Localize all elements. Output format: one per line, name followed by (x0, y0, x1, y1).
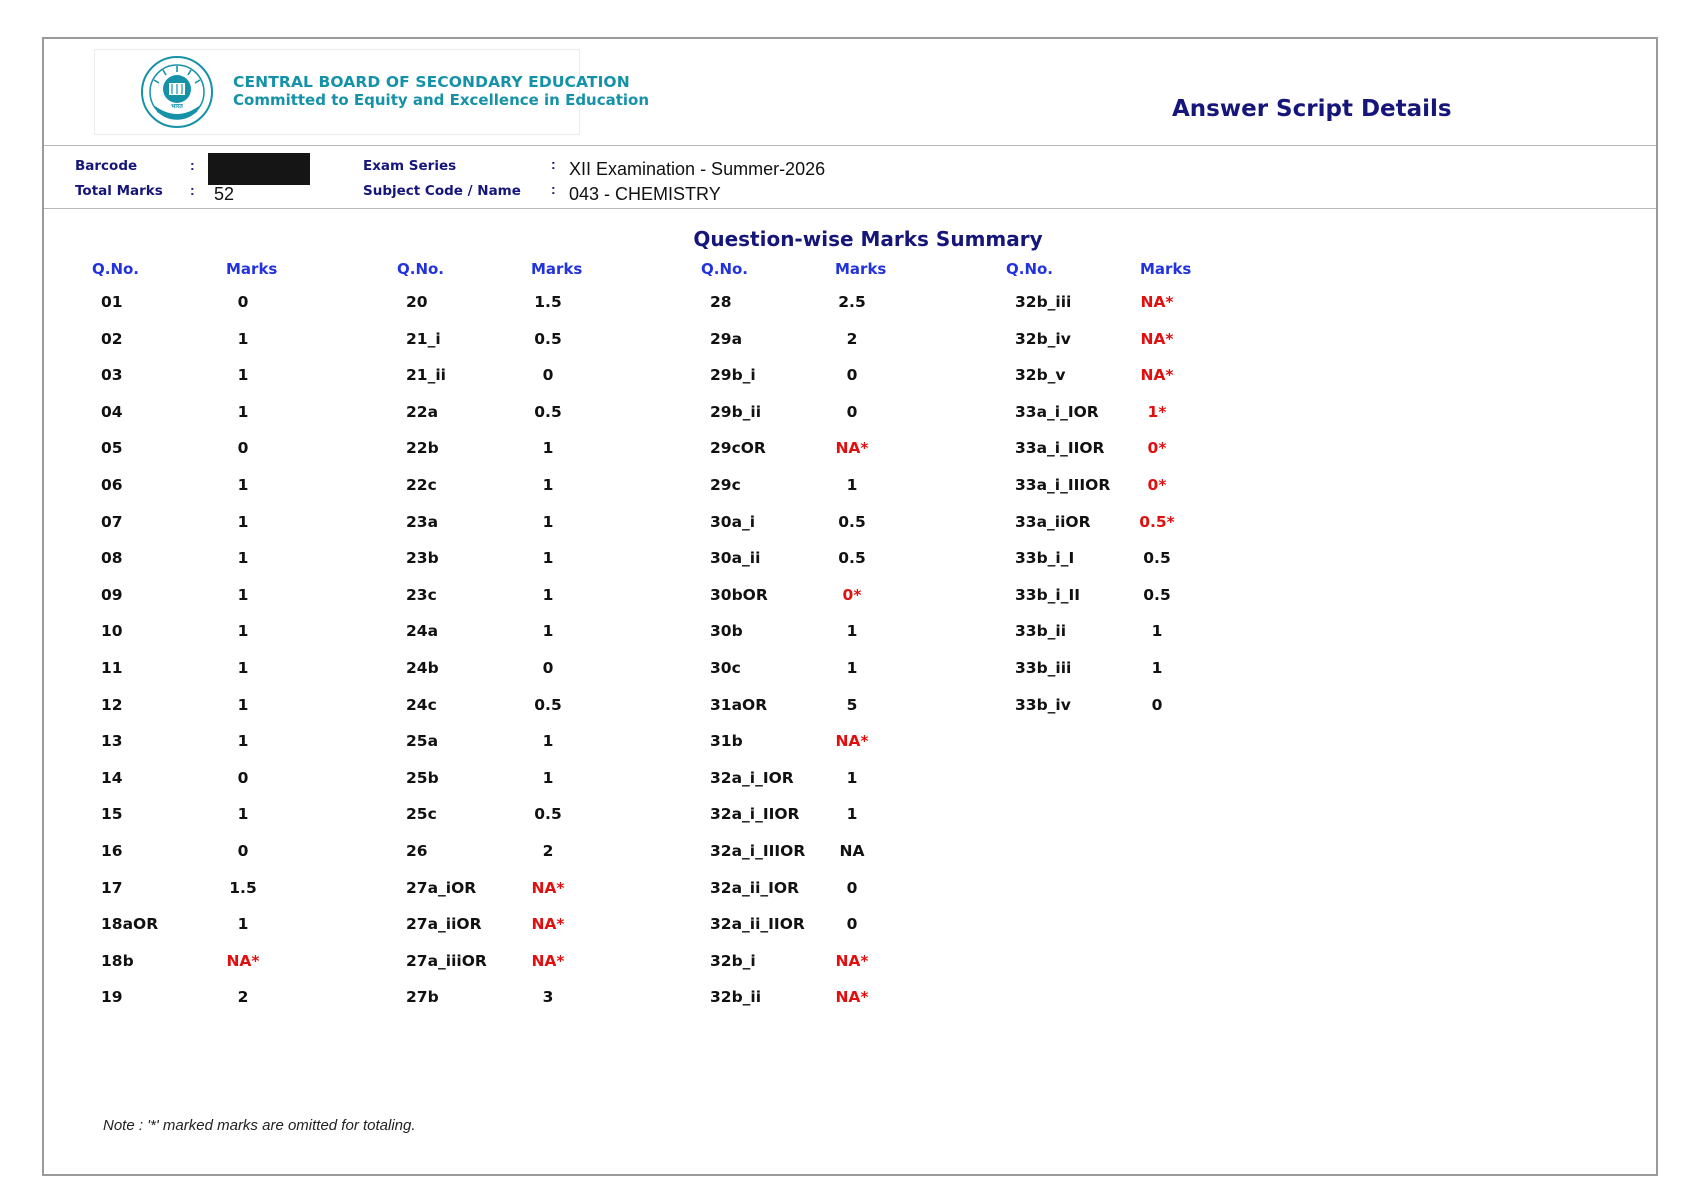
barcode-redacted (208, 153, 310, 185)
question-number: 10 (101, 622, 123, 641)
question-number: 14 (101, 768, 123, 787)
question-number: 27b (406, 988, 439, 1007)
marks-row (701, 293, 921, 315)
column-header-qno: Q.No. (1006, 260, 1054, 278)
marks-row (701, 659, 921, 681)
question-mark: 2 (846, 329, 858, 348)
question-number: 29a (710, 329, 743, 348)
column-header-qno: Q.No. (397, 260, 445, 278)
question-number: 12 (101, 695, 123, 714)
omitted-mark: NA* (1140, 329, 1174, 348)
subject-value: 043 - CHEMISTRY (569, 184, 721, 204)
question-number: 18b (101, 951, 134, 970)
omitted-mark: NA* (531, 951, 565, 970)
question-number: 32b_iii (1015, 293, 1072, 311)
marks-row (701, 476, 921, 498)
question-mark: 0.5 (838, 512, 866, 531)
question-number: 24a (406, 622, 439, 641)
question-mark: 0 (1151, 695, 1163, 714)
question-mark: 1 (237, 915, 249, 934)
question-mark: 1 (846, 476, 858, 494)
question-mark: 0 (237, 293, 249, 311)
omitted-mark: NA* (835, 951, 869, 970)
question-number: 25a (406, 732, 439, 751)
question-number: 22b (406, 439, 439, 458)
question-number: 24c (406, 695, 437, 714)
exam-series-label: Exam Series (363, 158, 457, 174)
question-number: 23b (406, 549, 439, 568)
question-mark: 0 (542, 659, 554, 677)
marks-row (397, 769, 617, 791)
marks-row (701, 988, 921, 1010)
question-number: 33a_i_IIIOR (1015, 476, 1111, 494)
question-number: 08 (101, 549, 123, 568)
omitted-mark: 0* (1147, 476, 1167, 494)
marks-row (1006, 293, 1226, 315)
marks-row (397, 513, 617, 535)
question-number: 23a (406, 512, 439, 531)
marks-row (701, 842, 921, 864)
question-number: 23c (406, 585, 437, 604)
marks-row (397, 622, 617, 644)
marks-row (701, 805, 921, 827)
question-mark: 0 (542, 366, 554, 385)
omitted-mark: NA* (835, 439, 869, 458)
question-number: 32a_i_IOR (710, 768, 794, 787)
marks-row (397, 549, 617, 571)
cbse-seal-icon (141, 56, 213, 128)
question-mark: 0.5 (1143, 585, 1171, 604)
marks-row (701, 403, 921, 425)
marks-row (701, 330, 921, 352)
omitted-mark: NA* (531, 878, 565, 897)
question-number: 26 (406, 842, 428, 860)
question-number: 30b (710, 622, 743, 641)
omitted-mark: 0.5* (1139, 512, 1175, 531)
question-mark: 1 (542, 439, 554, 458)
barcode-colon: : (190, 157, 195, 173)
omitted-mark: NA* (531, 915, 565, 934)
question-mark: NA (839, 842, 865, 860)
question-number: 06 (101, 476, 123, 494)
question-mark: 0.5 (1143, 549, 1171, 568)
marks-row (701, 732, 921, 754)
column-header-marks: Marks (835, 260, 887, 278)
question-mark: 1 (846, 659, 858, 677)
question-mark: 1 (237, 695, 249, 714)
marks-row (701, 513, 921, 535)
marks-row (397, 988, 617, 1010)
question-mark: 1 (846, 805, 858, 824)
question-number: 33b_iv (1015, 695, 1071, 714)
subject-colon: : (551, 181, 556, 197)
marks-row (397, 476, 617, 498)
marks-row (397, 696, 617, 718)
marks-row (92, 805, 312, 827)
question-number: 33a_iiOR (1015, 512, 1091, 531)
marks-row (92, 439, 312, 461)
marks-row (1006, 696, 1226, 718)
question-number: 24b (406, 659, 439, 677)
marks-row (1006, 659, 1226, 681)
omitted-mark: 1* (1147, 402, 1167, 421)
footnote: Note : '*' marked marks are omitted for totaling. (103, 1117, 416, 1134)
total-marks-colon: : (190, 182, 195, 198)
marks-row (397, 403, 617, 425)
question-number: 32b_v (1015, 366, 1066, 385)
question-mark: 0.5 (534, 695, 562, 714)
question-mark: 1 (542, 549, 554, 568)
question-number: 33b_i_II (1015, 585, 1081, 604)
marks-row (701, 879, 921, 901)
marks-row (1006, 622, 1226, 644)
marks-row (1006, 476, 1226, 498)
question-number: 31aOR (710, 695, 768, 714)
barcode-label: Barcode (75, 158, 138, 174)
column-header-marks: Marks (1140, 260, 1192, 278)
exam-series-colon: : (551, 156, 556, 172)
marks-row (92, 293, 312, 315)
question-mark: 0 (846, 402, 858, 421)
omitted-mark: NA* (1140, 366, 1174, 385)
marks-row (92, 586, 312, 608)
question-number: 33a_i_IIOR (1015, 439, 1105, 458)
question-number: 30a_i (710, 512, 756, 531)
marks-row (397, 330, 617, 352)
subject-label: Subject Code / Name (363, 183, 521, 199)
marks-row (92, 842, 312, 864)
question-mark: 1 (846, 768, 858, 787)
marks-row (397, 805, 617, 827)
question-mark: 2.5 (838, 293, 866, 311)
question-number: 17 (101, 878, 123, 897)
question-number: 27a_iOR (406, 878, 477, 897)
marks-row (701, 915, 921, 937)
question-mark: 0 (846, 366, 858, 385)
question-number: 33a_i_IOR (1015, 402, 1099, 421)
question-mark: 1 (237, 622, 249, 641)
marks-row (92, 952, 312, 974)
question-mark: 3 (542, 988, 554, 1007)
marks-row (92, 476, 312, 498)
question-number: 07 (101, 512, 123, 531)
question-number: 33b_i_I (1015, 549, 1075, 568)
marks-row (92, 696, 312, 718)
marks-row (92, 915, 312, 937)
omitted-mark: NA* (835, 732, 869, 751)
question-number: 29b_i (710, 366, 756, 385)
question-number: 32b_iv (1015, 329, 1071, 348)
question-number: 29c (710, 476, 741, 494)
marks-row (701, 549, 921, 571)
marks-row (701, 439, 921, 461)
marks-row (92, 879, 312, 901)
marks-row (701, 622, 921, 644)
question-mark: 1.5 (229, 878, 257, 897)
marks-row (92, 732, 312, 754)
question-mark: 1 (237, 659, 249, 677)
marks-row (1006, 586, 1226, 608)
question-number: 20 (406, 293, 428, 311)
marks-row (397, 293, 617, 315)
question-number: 33b_ii (1015, 622, 1067, 641)
question-mark: 0 (237, 768, 249, 787)
question-mark: 1 (237, 732, 249, 751)
question-number: 32a_i_IIOR (710, 805, 800, 824)
marks-row (701, 366, 921, 388)
question-number: 32b_ii (710, 988, 762, 1007)
marks-row (92, 622, 312, 644)
question-number: 30c (710, 659, 741, 677)
marks-row (92, 988, 312, 1010)
question-number: 22a (406, 402, 439, 421)
question-mark: 0 (237, 439, 249, 458)
question-number: 33b_iii (1015, 659, 1072, 677)
exam-series-value: XII Examination - Summer-2026 (569, 159, 826, 179)
column-header-marks: Marks (531, 260, 583, 278)
marks-row (92, 513, 312, 535)
marks-row (92, 366, 312, 388)
question-mark: 1 (542, 585, 554, 604)
question-mark: 1 (542, 512, 554, 531)
question-number: 04 (101, 402, 123, 421)
question-number: 25c (406, 805, 437, 824)
question-number: 13 (101, 732, 123, 751)
marks-row (92, 549, 312, 571)
question-number: 31b (710, 732, 743, 751)
omitted-mark: NA* (226, 951, 260, 970)
question-mark: 1 (237, 476, 249, 494)
marks-row (1006, 513, 1226, 535)
question-mark: 1 (237, 805, 249, 824)
question-number: 27a_iiOR (406, 915, 482, 934)
omitted-mark: NA* (1140, 293, 1174, 311)
question-number: 09 (101, 585, 123, 604)
question-number: 21_ii (406, 366, 446, 385)
question-mark: 5 (846, 695, 858, 714)
question-mark: 0.5 (534, 805, 562, 824)
org-tagline: Committed to Equity and Excellence in Education (233, 91, 650, 109)
question-mark: 1 (542, 732, 554, 751)
question-mark: 0.5 (534, 402, 562, 421)
question-number: 30bOR (710, 585, 768, 604)
column-header-qno: Q.No. (92, 260, 140, 278)
marks-row (1006, 439, 1226, 461)
marks-row (397, 952, 617, 974)
question-number: 05 (101, 439, 123, 458)
question-number: 22c (406, 476, 437, 494)
document-header (44, 39, 1656, 146)
marks-row (397, 366, 617, 388)
marks-row (701, 696, 921, 718)
question-mark: 2 (542, 842, 554, 860)
marks-row (397, 439, 617, 461)
marks-row (1006, 366, 1226, 388)
question-mark: 1 (237, 366, 249, 385)
question-mark: 1 (542, 476, 554, 494)
question-mark: 1 (237, 512, 249, 531)
question-number: 32b_i (710, 951, 756, 970)
question-mark: 1 (542, 768, 554, 787)
omitted-mark: 0* (1147, 439, 1167, 458)
question-number: 19 (101, 988, 123, 1007)
question-mark: 1 (1151, 622, 1163, 641)
question-number: 32a_ii_IOR (710, 878, 800, 897)
marks-row (397, 842, 617, 864)
marks-row (92, 403, 312, 425)
question-number: 29b_ii (710, 402, 762, 421)
marks-row (701, 586, 921, 608)
question-number: 15 (101, 805, 123, 824)
question-number: 30a_ii (710, 549, 761, 568)
question-mark: 1 (237, 549, 249, 568)
column-header-qno: Q.No. (701, 260, 749, 278)
total-marks-label: Total Marks (75, 183, 163, 199)
page-title: Answer Script Details (1172, 96, 1452, 122)
marks-row (92, 769, 312, 791)
marks-row (397, 732, 617, 754)
question-mark: 1.5 (534, 293, 562, 311)
question-number: 01 (101, 293, 123, 311)
marks-row (1006, 403, 1226, 425)
marks-row (701, 769, 921, 791)
question-number: 29cOR (710, 439, 766, 458)
marks-row (1006, 330, 1226, 352)
marks-row (397, 915, 617, 937)
column-header-marks: Marks (226, 260, 278, 278)
question-number: 21_i (406, 329, 441, 348)
question-mark: 0.5 (838, 549, 866, 568)
question-mark: 2 (237, 988, 249, 1007)
question-number: 32a_i_IIIOR (710, 842, 806, 860)
question-mark: 0.5 (534, 329, 562, 348)
question-number: 27a_iiiOR (406, 951, 487, 970)
question-number: 03 (101, 366, 123, 385)
question-number: 25b (406, 768, 439, 787)
question-mark: 1 (237, 329, 249, 348)
omitted-mark: NA* (835, 988, 869, 1007)
org-name: CENTRAL BOARD OF SECONDARY EDUCATION (233, 73, 630, 91)
marks-row (92, 659, 312, 681)
question-number: 16 (101, 842, 123, 860)
question-mark: 0 (237, 842, 249, 860)
script-info-panel (44, 146, 1656, 209)
seal-text: भारत (171, 104, 183, 110)
question-mark: 1 (1151, 659, 1163, 677)
question-mark: 1 (237, 402, 249, 421)
question-mark: 0 (846, 878, 858, 897)
question-number: 28 (710, 293, 732, 311)
total-marks-value: 52 (214, 184, 235, 204)
question-number: 02 (101, 329, 123, 348)
question-number: 32a_ii_IIOR (710, 915, 805, 934)
question-number: 18aOR (101, 915, 159, 934)
omitted-mark: 0* (842, 585, 862, 604)
marks-row (701, 952, 921, 974)
question-mark: 0 (846, 915, 858, 934)
marks-row (397, 586, 617, 608)
question-mark: 1 (542, 622, 554, 641)
marks-row (397, 659, 617, 681)
question-mark: 1 (846, 622, 858, 641)
summary-title (0, 227, 1700, 251)
marks-row (92, 330, 312, 352)
cbse-logo (94, 49, 650, 135)
marks-row (1006, 549, 1226, 571)
question-number: 11 (101, 659, 123, 677)
marks-row (397, 879, 617, 901)
summary-title-text: Question-wise Marks Summary (693, 227, 1043, 251)
question-mark: 1 (237, 585, 249, 604)
